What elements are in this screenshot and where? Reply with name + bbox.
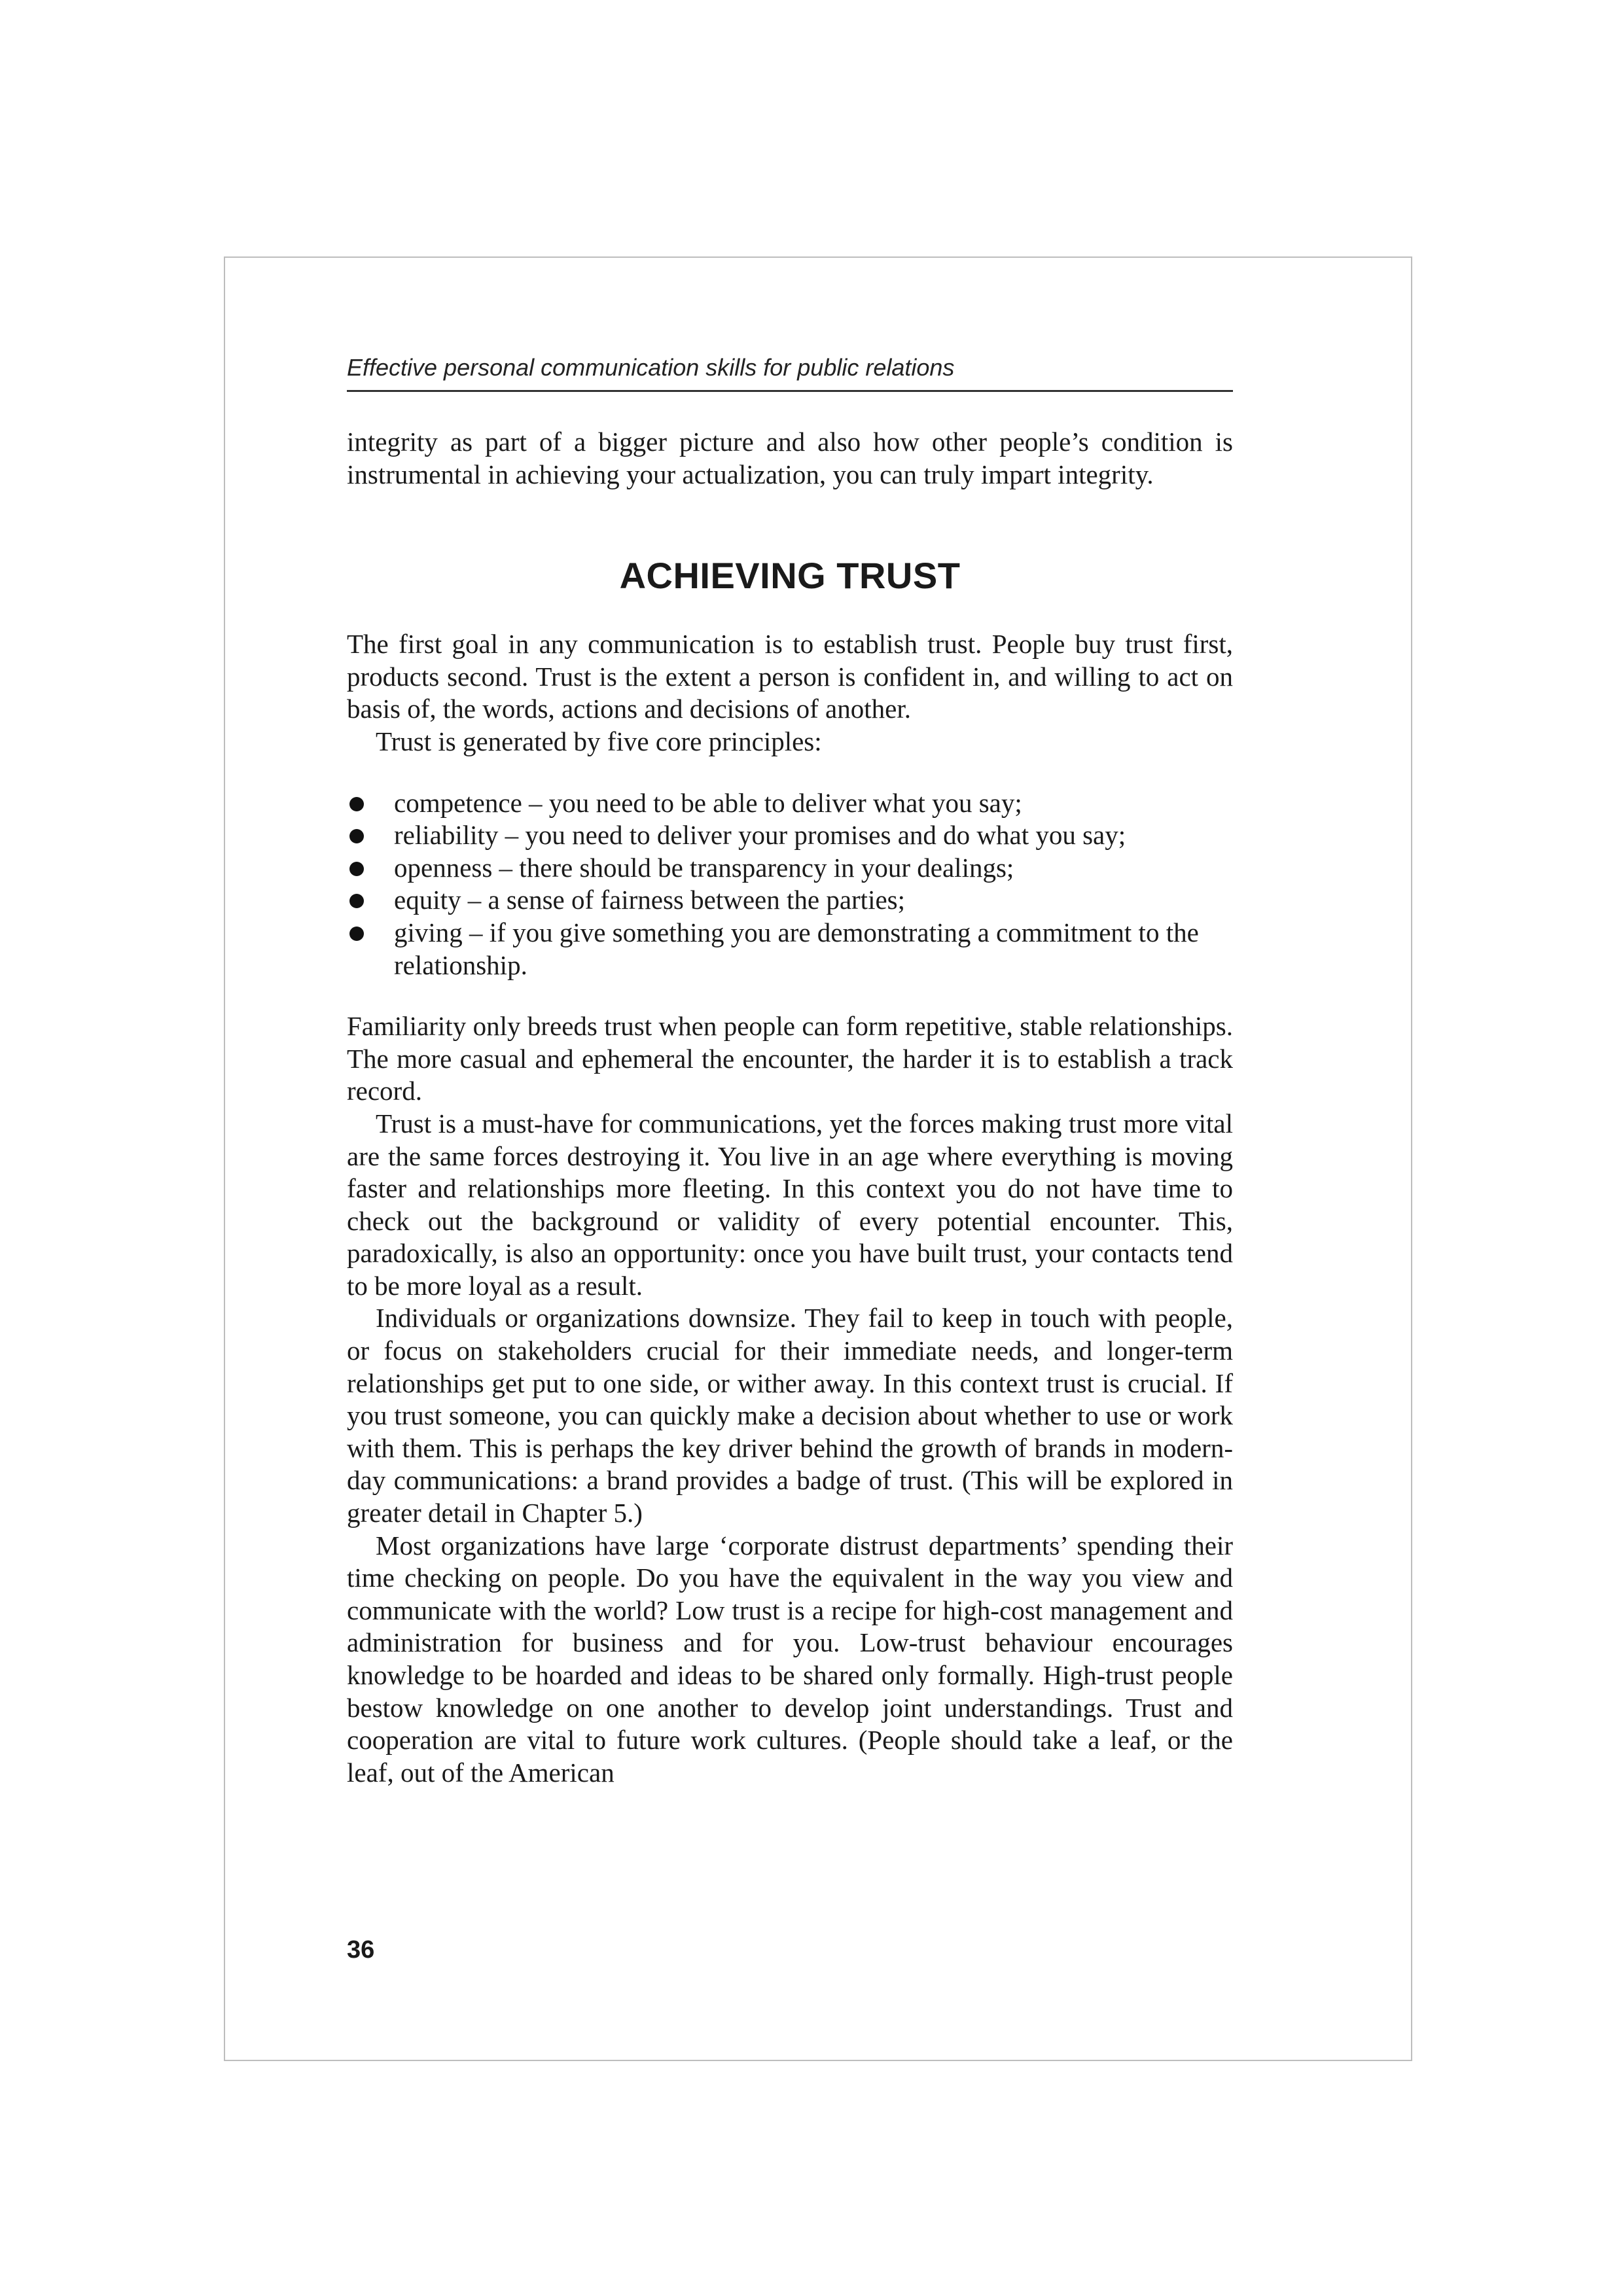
- paragraph: Individuals or organizations downsize. They fail to keep in touch with people, or focus on stakeholders crucial for their immediate needs, and longer-term relationships get put to one side, or wither away. In this context trust is crucial. If you trust someone, you can quickly make a decision about whether to use or work with them. This is perhaps the key driver behind the growth of brands in modern-day communications: a brand provides a badge of trust. (This will be explored in greater detail in Chapter 5.): [347, 1303, 1233, 1528]
- bullet-icon: [349, 829, 364, 843]
- page-number: 36: [347, 1936, 375, 1964]
- list-item-text: reliability – you need to deliver your promises and do what you say;: [394, 820, 1126, 851]
- running-head: Effective personal communication skills for public relations: [347, 353, 1233, 392]
- list-item: [347, 819, 1233, 852]
- principles-list: [347, 787, 1233, 982]
- list-item: [347, 787, 1233, 820]
- bullet-icon: [349, 927, 364, 941]
- paragraph: Trust is generated by five core principles:: [376, 726, 822, 756]
- paragraph: Trust is a must-have for communications, yet the forces making trust more vital are the same forces destroying it. You live in an age where everything is moving faster and relationships more fleeting. In this context you do not have time to check out the background or validity of every potential encounter. This, paradoxically, is also an opportunity: once you have built trust, your contacts tend to be more loyal as a result.: [347, 1108, 1233, 1301]
- page-content: [347, 353, 1233, 1789]
- list-item-text: openness – there should be transparency in your dealings;: [394, 852, 1014, 883]
- intro-paragraph: integrity as part of a bigger picture and also how other people’s condition is instrumental in achieving your actualization, you can truly impart integrity.: [347, 427, 1233, 489]
- list-item: [347, 917, 1233, 981]
- bullet-icon: [349, 797, 364, 811]
- paragraph: Most organizations have large ‘corporate distrust departments’ spending their time checking on people. Do you have the equivalent in the way you view and communicate with the world? Low trust is a recipe for high-cost management and administration for business and for you. Low-trust behaviour encourages knowledge to be hoarded and ideas to be shared only formally. High-trust people bestow knowledge on one another to develop joint understandings. Trust and cooperation are vital to future work cultures. (People should take a leaf, or the leaf, out of the American: [347, 1530, 1233, 1788]
- list-item-text: competence – you need to be able to deliver what you say;: [394, 787, 1022, 818]
- section-heading: ACHIEVING TRUST: [619, 555, 961, 597]
- bullet-icon: [349, 862, 364, 876]
- paragraph: Familiarity only breeds trust when people can form repetitive, stable relationships. The more casual and ephemeral the encounter, the harder it is to establish a track record.: [347, 1011, 1233, 1106]
- list-item: [347, 852, 1233, 885]
- list-item-text: giving – if you give something you are demonstrating a commitment to the relationship.: [394, 917, 1199, 980]
- bullet-icon: [349, 894, 364, 908]
- list-item-text: equity – a sense of fairness between the parties;: [394, 885, 906, 915]
- list-item: [347, 884, 1233, 917]
- paragraph: The first goal in any communication is to establish trust. People buy trust first, products second. Trust is the extent a person is confident in, and willing to act on basis of, the words, actions and decisions of another.: [347, 629, 1233, 724]
